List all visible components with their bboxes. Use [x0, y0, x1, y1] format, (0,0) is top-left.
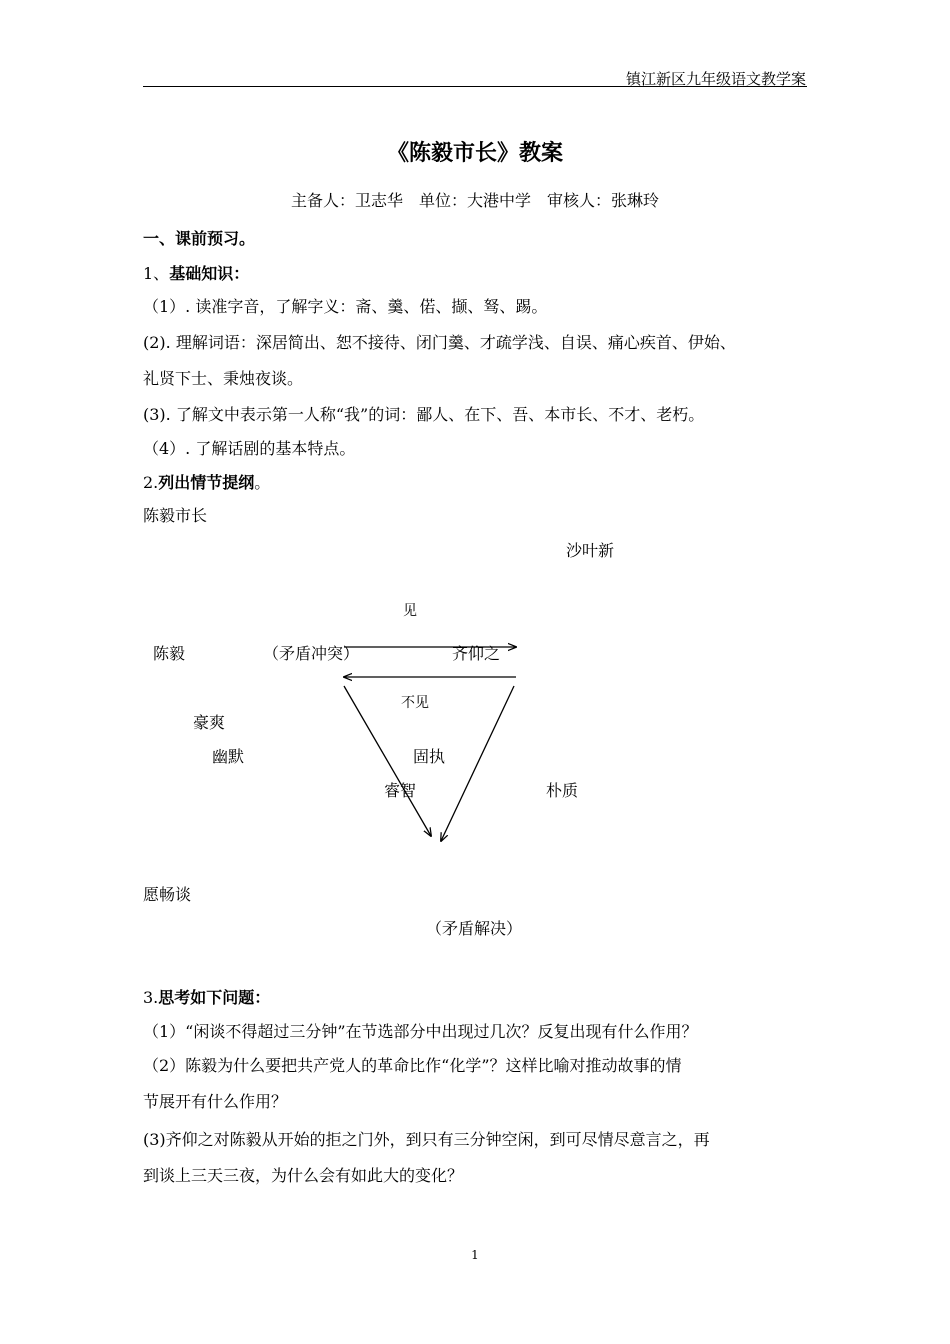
trait-bold: 豪爽 [193, 713, 226, 732]
node-chen-yi: 陈毅 [153, 644, 186, 663]
item-label: 思考如下问题： [158, 988, 271, 1007]
label-not-see: 不见 [401, 695, 429, 711]
label-resolution: （矛盾解决） [426, 919, 523, 938]
item-think-questions [143, 985, 270, 1008]
diagram-play-title: 陈毅市长 [143, 506, 208, 525]
text-line: (2). 理解词语：深居简出、恕不接待、闭门羹、才疏学浅、自误、痛心疾首、伊始、 [143, 333, 736, 352]
question-line: （2）陈毅为什么要把共产党人的革命比作“化学”？这样比喻对推动故事的情 [143, 1056, 682, 1075]
text-line: (3). 了解文中表示第一人称“我”的词：鄙人、在下、吾、本市长、不才、老朽。 [143, 405, 705, 424]
node-qi-yangzhi: 齐仰之 [452, 644, 501, 663]
document-title: 《陈毅市长》教案 [386, 140, 563, 166]
text-line: （1）. 读准字音，了解字义：斋、羹、偌、撷、驽、踢。 [143, 297, 548, 316]
arrow-left-down [344, 686, 431, 836]
label-see: 见 [403, 603, 417, 619]
page-number: 1 [471, 1248, 479, 1262]
item-number: 2. [143, 473, 159, 492]
item-label: 列出情节提纲 [158, 473, 255, 492]
diagram-author: 沙叶新 [566, 541, 615, 560]
trait-plain: 朴质 [546, 781, 579, 800]
question-line: (3)齐仰之对陈毅从开始的拒之门外，到只有三分钟空闲，到可尽情尽意言之，再 [143, 1130, 710, 1149]
question-line: 到谈上三天三夜，为什么会有如此大的变化？ [143, 1166, 464, 1185]
arrow-right-down [441, 686, 514, 841]
trait-wise: 睿智 [384, 781, 417, 800]
item-number: 3. [143, 988, 159, 1007]
running-header: 镇江新区九年级语文教学案 [625, 70, 806, 88]
trait-stubborn: 固执 [413, 747, 446, 766]
question-line: （1）“闲谈不得超过三分钟”在节选部分中出现过几次？反复出现有什么作用？ [143, 1022, 698, 1041]
text-line: （4）. 了解话剧的基本特点。 [143, 439, 356, 458]
author-line: 主备人：卫志华 单位：大港中学 审核人：张琳玲 [290, 191, 659, 210]
item-tail: 。 [254, 473, 271, 492]
text-line: 礼贤下士、秉烛夜谈。 [143, 369, 304, 388]
label-conflict: （矛盾冲突） [263, 644, 360, 663]
item-label: 基础知识： [169, 264, 250, 283]
item-number: 1、 [143, 264, 170, 283]
node-willing-to-talk: 愿畅谈 [143, 885, 192, 904]
section-heading-preview: 一、课前预习。 [143, 229, 256, 248]
question-line: 节展开有什么作用？ [143, 1092, 288, 1111]
trait-humor: 幽默 [212, 747, 245, 766]
